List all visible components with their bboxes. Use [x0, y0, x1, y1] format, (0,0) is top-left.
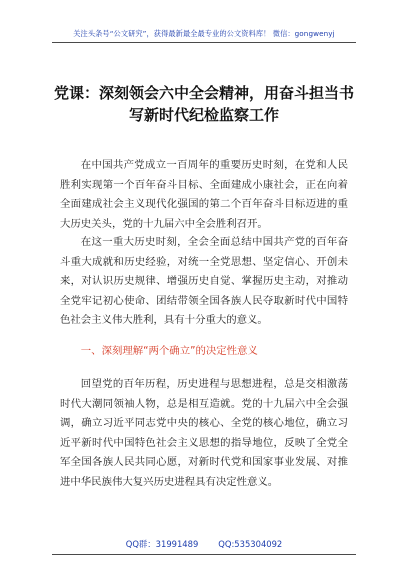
footer-qq-number: QQ:535304092: [218, 539, 283, 549]
footer-divider: [52, 554, 356, 555]
document-title: 党课：深刻领会六中全会精神，用奋斗担当书写新时代纪检监察工作: [53, 84, 354, 124]
header-promo-text: 关注头条号“公文研究”，获得最新最全最专业的公文资料库！ 微信：gongwenyj: [73, 29, 335, 38]
paragraph-3: 回望党的百年历程，历史进程与思想进程，总是交相激荡时代大潮同领袖人物，总是相互造就。党的十九届六中全会强调，确立习近平同志党中央的核心、全党的核心地位，确立习近平新时代中国特色社会主义思想的指导地位，反映了全党全军全国各族人民共同心愿，对新时代党和国家事业发展、对推进中华民族伟大复兴历史进程具有决定性意义。: [60, 378, 348, 488]
section-heading: 一、深刻理解“两个确立”的决定性意义: [80, 345, 258, 357]
paragraph-2: 在这一重大历史时刻，全会全面总结中国共产党的百年奋斗重大成就和历史经验，对统一全党思想、坚定信心、开创未来，对认识历史规律、增强历史自觉、掌握历史主动，对推动全党牢记初心使命、团结带领全国各族人民夺取新时代中国特色社会主义伟大胜利，具有十分重大的意义。: [60, 236, 348, 327]
footer-contact: [52, 538, 356, 550]
footer-qq-group: QQ群：31991489: [125, 539, 199, 549]
paragraph-1: 在中国共产党成立一百周年的重要历史时刻，在党和人民胜利实现第一个百年奋斗目标、全面建成小康社会，正在向着全面建成社会主义现代化强国的第二个百年奋斗目标迈进的重大历史关头，党的十九届六中全会胜利召开。: [60, 159, 348, 230]
header-divider: [52, 42, 356, 43]
